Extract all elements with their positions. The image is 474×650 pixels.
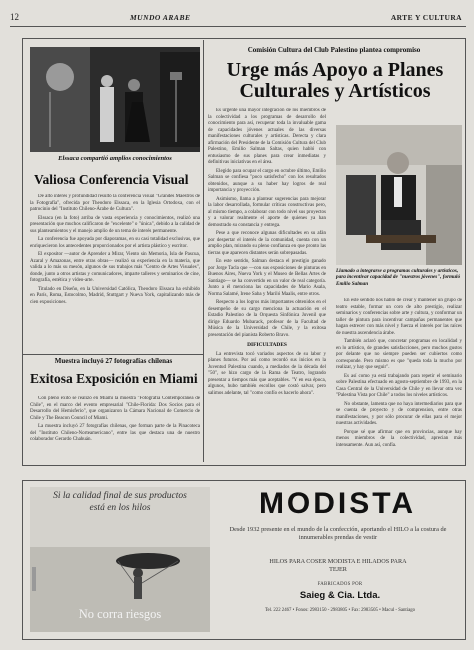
paragraph: Es urgente una mayor integración de los miembros de la colectividad a los programas de desarrollo del conocimiento para así, recuperar toda la invaluable gama de capacidades jóvenes actuales de las diversas manifestaciones culturales y artísticas. Derecta y clara afirmación del Presidente de la Comisión Cultura del Club Palestino, Emilio Salman Saltas, quien habló con entusiasmo de sus planes para crear inmediatas y definitivas iniciativas en el área. xyxy=(208,108,326,165)
paragraph: Elssaca (en la foto) arriba de vasta experiencia y conocimientos, realizó una presentación que muchos calificaron de "excelente" o "única", debido a la calidad de sus planteamientos y el manejo amplio de un tema de interés permanente. xyxy=(30,215,200,234)
ad-company-name: Saieg & Cia. Ltda. xyxy=(299,590,381,601)
paragraph: La muestra incluyó 27 fotografías chilenas, que forman parte de la Pinacoteca del "Instituto Chileno-Norteamericano", entre las que destaca una de nuestro colaborador Gerardo Chahuán. xyxy=(30,424,200,442)
ad-slogan-line1: Si la calidad final de sus productos xyxy=(53,491,187,501)
ad-image xyxy=(30,487,210,632)
paragraph: De alto interés y profundidad resultó la conferencia visual "Grandes Maestros de la Fotografía", ofrecida por Theodoro Elssaca, en la Iglesia Ortodoxa, con el patrocinio del "Instituto Chileno-Árabe de Cultura". xyxy=(30,194,200,212)
article-main-col1 xyxy=(208,108,326,460)
paragraph: No obstante, lamenta que no haya intermediarios para que se cuenta de proyecto y de comprension, entre otras manifestaciones, y por sólo procurar de ellas para el mejor nuestras actividades. xyxy=(336,401,462,426)
page-header xyxy=(0,10,474,24)
article-main-col2 xyxy=(336,298,462,460)
paragraph: Es así como ya está trabajando para repetir el seminario sobre Palestina efectuado en agosto-septiembre de 1993, en la Casa Central de la Universidad de Chile y en llevar otra vez "Palestina Vista por Chile" a todos los niveles artísticos. xyxy=(336,373,462,398)
page-number: 12 xyxy=(10,12,19,22)
ad-products: HILOS PARA COSER MODISTA E HILADOS PARA TEJER xyxy=(269,558,407,573)
headline-miami: Exitosa Exposición en Miami xyxy=(30,371,198,386)
ad-fabricated-by: FABRICADOS POR xyxy=(317,582,363,587)
subheading-dificultades: DIFICULTADES xyxy=(247,342,287,348)
paragraph: El expositor —autor de Aprender a Mirar, Viento sin Memoria, Isla de Pascua, Azaral y Amazonas, entre otras obras— realizó su experiencia en la materia, que valida a lo más su mesón, algunos de sus trabajos más "Centro de Artes Visuales", donde, junto a otros artistas y comunicadores, imparte talleres y seminarios de cine, fotografía, estética y vídeo-arte. xyxy=(30,252,200,283)
ad-contact: Tel. 222 2467 • Fonos: 2983150 - 2983805 • Fax: 2983505 • Macul - Santiago xyxy=(264,608,416,613)
column-divider xyxy=(203,40,204,462)
ad-slogan-line2: está en los hilos xyxy=(89,503,151,513)
section-label: ARTE Y CULTURA xyxy=(390,13,462,22)
headline-planes-culturales: Urge más Apoyo a Planes Culturales y Artísticos xyxy=(226,59,444,102)
salman-photo xyxy=(336,125,462,265)
paragraph: Porque sé que afirmar que en provincias, aunque hay menos miembros de la colectividad, aprecian más intensamente. Aun así, confía. xyxy=(336,429,462,448)
kicker-palestino: Comisión Cultura del Club Palestino plantea compromiso xyxy=(247,46,421,54)
header-rule xyxy=(10,26,466,27)
headline-conferencia: Valiosa Conferencia Visual xyxy=(34,172,189,187)
paragraph: En este sentido, Salman destaca el prestigio ganado por Jorge Tacla que —con sus exposiciones de pinturas en Buenos Aires, Nueva York y el Museo de Bellas Artes de Santiago— se ha convertido en un valor de real categoría. Junto a él menciona las capacidades de Mario Asala, Norma Salamé, Irene Saba y Mariló Maalis, entre otros. xyxy=(208,259,326,297)
ad-brand-modista: MODISTA xyxy=(258,487,417,520)
paragraph: Respecto a los logros más importantes obtenidos en el desempeño de su cargo menciona la actuación en el Estadio Palestino de la Orquesta Sinfónica Juvenil que dirige Eduardo Mubarack, profesor de la Facultad de Música de la Universidad de Chile, y la exitosa presentación del pianista Roberto Bravo. xyxy=(208,300,326,338)
paragraph: Titulado en Diseño, en la Universidad Católica, Theodoro Elssaca ha exhibido en París, Roma, Estocolmo, Madrid, Stuttgart y Nueva York, capitalizando más de cien exposiciones. xyxy=(30,286,200,305)
article-conferencia xyxy=(30,194,200,350)
paragraph: La conferencia fue apoyada por diaporamas, en su casi totalidad exclusivas, que enriquecieron los antecedentes proporcionados por el artista plástico y escritor. xyxy=(30,237,200,249)
article-miami xyxy=(30,396,200,460)
paragraph: Con pleno éxito se realizó en Miami la muestra "Fotografía Contemporánea de Chile", en el marco del evento empresarial "Chile-Florida: Dos Socios para el Desarrollo del Hemisferio", que organizaron la Cámara Nacional de Comercio de Chile y The Beacon Council of Miami. xyxy=(30,396,200,421)
left-divider xyxy=(22,354,203,355)
photo-caption-salman: Llamado a integrarse a programas culturales y artísticos, para incentivar capacidad de "nuestros jóvenes", formuló Emilio Salman xyxy=(336,268,461,287)
paragraph: La entrevista tocó variados aspectos de su labor y planes futuros. Por así como recordó sus inicios en la Juventud Palestina cuando, a mediados de la década del "50", se hizo cargo de la Rama de Teatro, logrando presentar a tiempos más que aceptables. "Y en esa época, algunos, hubo también escollos que costó salvar, pero salimos adelante, tal "como confío es hacerlo ahora". xyxy=(208,351,326,396)
photo-caption-elssaca: Elssaca compartió amplios conocimientos xyxy=(58,155,172,162)
studio-photo xyxy=(30,47,200,152)
ad-tagline: Desde 1932 presente en el mundo de la confección, aportando el HILO a la costura de innumerables prendas de vestir xyxy=(229,526,447,541)
kicker-miami: Muestra incluyó 27 fotografías chilenas xyxy=(54,357,173,365)
paragraph: Pese a que reconoce algunas dificultades en su afán por despertar el interés de la comunidad, cuenta con un amplio plan, mirando su pleno confianza en que pronto las tierras que aparecen distantes serán sobrepasadas. xyxy=(208,231,326,256)
paragraph: Asimismo, llama a plantear sugerencias para mejorar la labor desarrollada, formular críticas constructivas pero, al mismo tiempo, a colaborar con todo nivel sus proyectos y a valorar realmente el aporte de quienes ya han demostrado su constancia y entrega. xyxy=(208,196,326,228)
paragraph: En este sentido nos habló de crear y mantener un grupo de teatro estable, formar un coro de alto prestigio, realizar seminarios y conferencias sobre arte y cultura, y conformar un taller de pintura para incentivar campañas permanentes que hagan estrecer con más nivel y fuerza el interés por las raíces de nuestra ascendencia árabe. xyxy=(336,298,462,336)
paragraph: También aclaró que, concretar programas en localidad y en lo artístico, de grandes satisfacciones, pero muchos gustos por delante que no siempre pueden ser cubiertos como corresponde. Pero mismo es que "queda toda la mucho por realizar, y hay que seguir". xyxy=(336,339,462,370)
ad-slogan-bottom: No corra riesgos xyxy=(78,607,162,621)
masthead: MUNDO ARABE xyxy=(130,13,191,22)
paragraph: Elegido para ocupar el cargo en octubre último, Emilio Salman se confiesa "poco satisfecho" con los resultados obtenidos, aunque a su haber hay logros de real importancia y proyección. xyxy=(208,168,326,193)
